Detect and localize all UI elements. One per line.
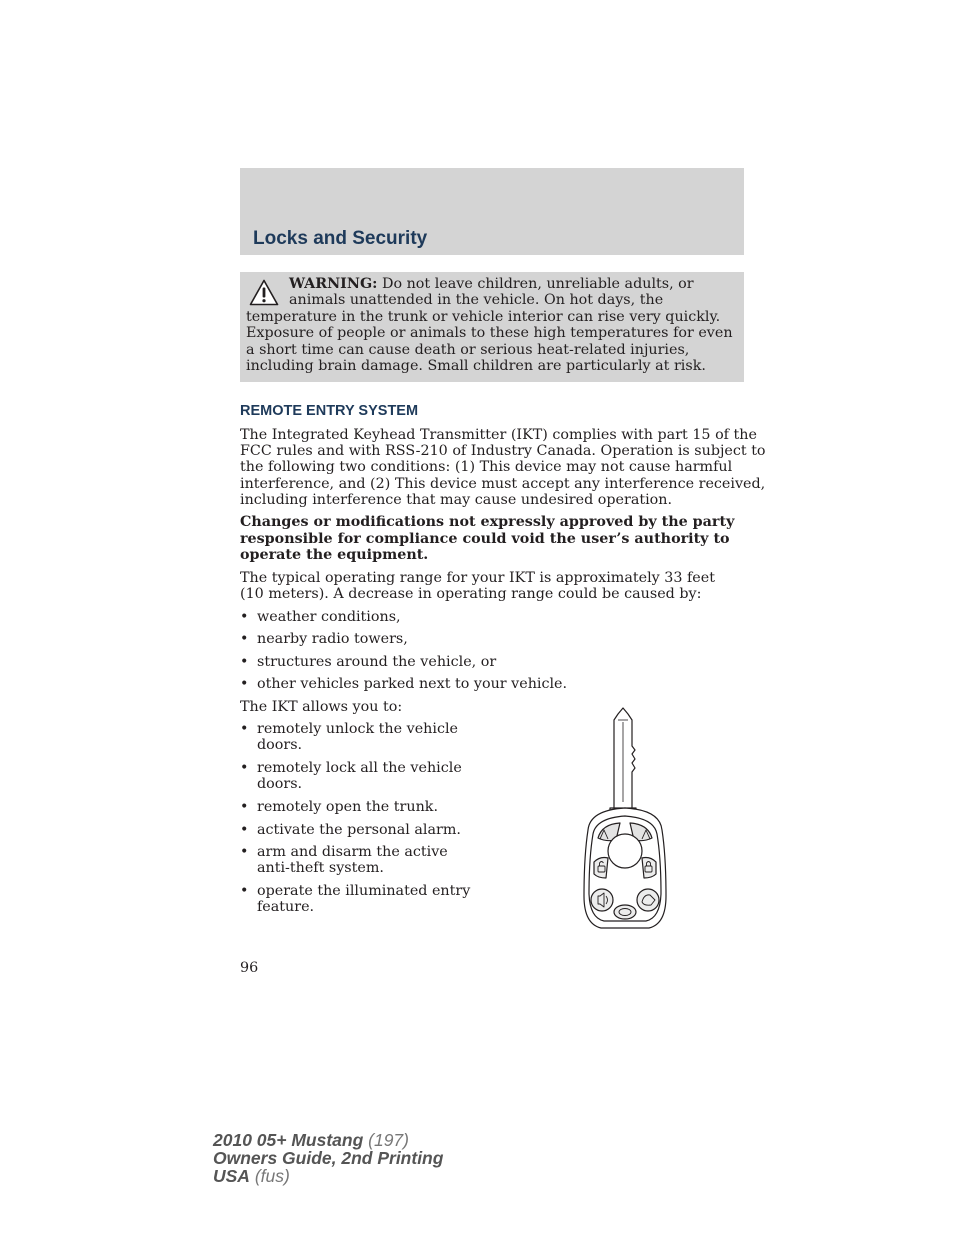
warning-label: WARNING: [289,276,378,292]
footer-line-2: Owners Guide, 2nd Printing [213,1148,444,1168]
range-line: (10 meters). A decrease in operating range could be caused by: [240,586,702,602]
section-title: Locks and Security [253,228,428,249]
page-number: 96 [240,960,259,976]
warning-text [246,276,736,374]
warning-box [240,272,744,382]
warning-body: Do not leave children, unreliable adults, or animals unattended in the vehicle. On hot days, the temperature in the trunk or vehicle interior can rise very quickly. Exposure of people or animals to these high temperatures for even a short time can cause death or serious heat-related injuries, including brain damage. Small children are particularly at risk. [246,276,733,375]
footer-line-1: 2010 05+ Mustang (197) [213,1130,409,1150]
footer-line-3: USA (fus) [213,1166,290,1186]
fcc-line: the following two conditions: (1) This device may not cause harmful [240,459,733,475]
ikt-intro: The IKT allows you to: [240,699,403,715]
remote-entry-heading: REMOTE ENTRY SYSTEM [240,403,419,419]
changes-line: Changes or modifications not expressly approved by the party [240,514,735,530]
fcc-line: including interference that may cause undesired operation. [240,492,673,508]
fcc-line: The Integrated Keyhead Transmitter (IKT) complies with part 15 of the [240,427,757,443]
section-header-bar [240,168,744,255]
fcc-line: interference, and (2) This device must accept any interference received, [240,476,766,492]
key-fob-illustration [578,706,672,934]
changes-line: operate the equipment. [240,547,429,563]
changes-line: responsible for compliance could void the user’s authority to [240,531,730,547]
range-line: The typical operating range for your IKT is approximately 33 feet [240,570,715,586]
fcc-line: FCC rules and with RSS-210 of Industry Canada. Operation is subject to [240,443,766,459]
document-footer [213,1131,443,1185]
